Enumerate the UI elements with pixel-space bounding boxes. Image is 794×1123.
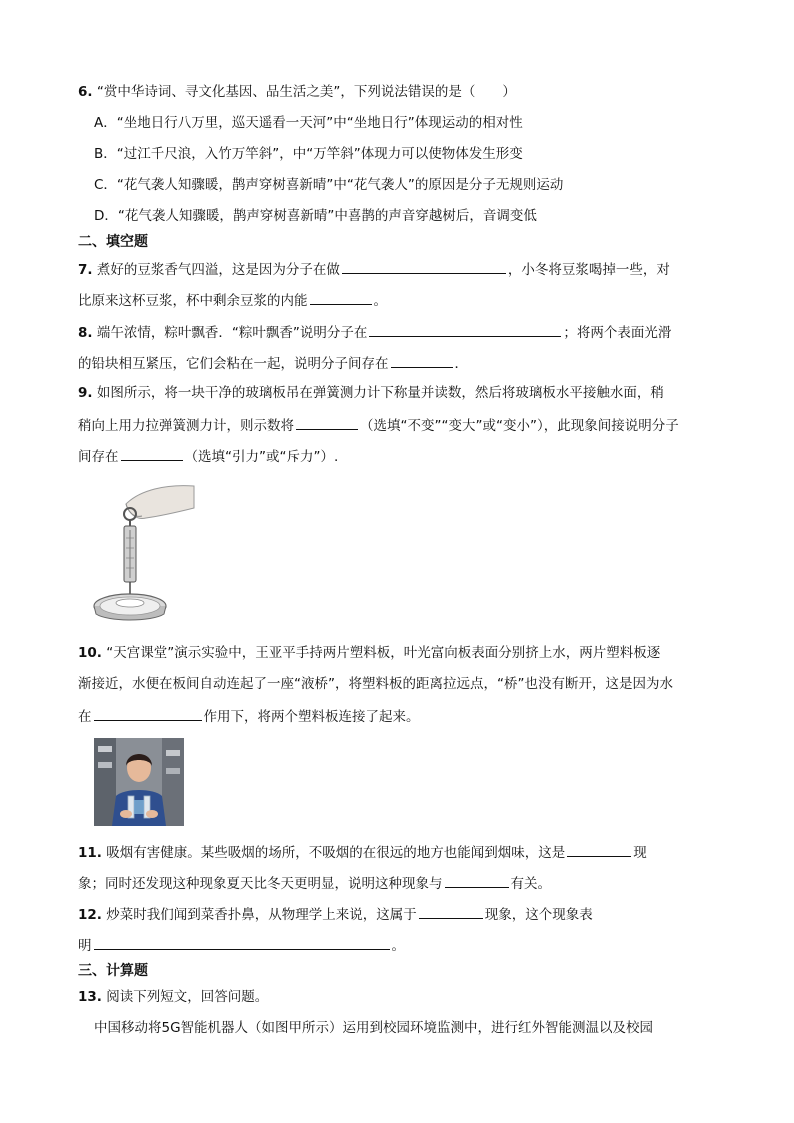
question-13-line-1 <box>78 988 268 1006</box>
answer-blank[interactable] <box>342 259 506 274</box>
question-text: 在 <box>78 709 92 725</box>
question-number: 11. <box>78 845 102 861</box>
question-text: ；将两个表面光滑 <box>563 325 672 341</box>
question-text: 有关。 <box>510 876 551 892</box>
question-text: 象；同时还发现这种现象夏天比冬天更明显，说明这种现象与 <box>78 876 443 892</box>
question-text: 现象，这个现象表 <box>484 907 593 923</box>
question-8-line-2 <box>78 353 468 373</box>
question-number: 7. <box>78 262 93 278</box>
question-6-stem <box>78 83 516 101</box>
question-text: （选填“引力”或“斥力”）. <box>184 449 339 465</box>
answer-blank[interactable] <box>296 415 358 430</box>
answer-blank[interactable] <box>445 873 509 888</box>
answer-blank[interactable] <box>94 706 202 721</box>
option-b: B．“过江千尺浪，入竹万竿斜”，中“万竿斜”体现力可以使物体发生形变 <box>94 146 523 162</box>
question-text: “天宫课堂”演示实验中，王亚平手持两片塑料板，叶光富向板表面分别挤上水，两片塑料板逐 <box>106 645 661 661</box>
question-11-line-1 <box>78 842 647 862</box>
question-10-line-1 <box>78 644 660 662</box>
question-number: 9. <box>78 385 93 401</box>
question-text: 。 <box>391 938 405 954</box>
option-d: D．“花气袭人知骤暖，鹊声穿树喜新晴”中喜鹊的声音穿越树后，音调变低 <box>94 208 537 224</box>
option-c: C．“花气袭人知骤暖，鹊声穿树喜新晴”中“花气袭人”的原因是分子无规则运动 <box>94 177 564 193</box>
answer-blank[interactable] <box>121 446 183 461</box>
question-text: 端午浓情，粽叶飘香．“粽叶飘香”说明分子在 <box>96 325 368 341</box>
question-text: “赏中华诗词、寻文化基因、品生活之美”，下列说法错误的是（ ） <box>96 84 516 100</box>
section-heading-calculation: 三、计算题 <box>78 963 148 979</box>
question-text: 煮好的豆浆香气四溢，这是因为分子在做 <box>96 262 340 278</box>
question-number: 10. <box>78 645 102 661</box>
section-heading-fill-in: 二、填空题 <box>78 234 148 250</box>
question-text: 如图所示，将一块干净的玻璃板吊在弹簧测力计下称量并读数，然后将玻璃板水平接触水面，稍 <box>96 385 664 401</box>
question-number: 6. <box>78 84 93 100</box>
question-text: 阅读下列短文，回答问题。 <box>106 989 269 1005</box>
answer-blank[interactable] <box>391 353 453 368</box>
answer-blank[interactable] <box>310 290 372 305</box>
question-number: 13. <box>78 989 102 1005</box>
question-number: 12. <box>78 907 102 923</box>
answer-blank[interactable] <box>369 322 561 337</box>
question-text: ，小冬将豆浆喝掉一些，对 <box>507 262 670 278</box>
question-text: 吸烟有害健康。某些吸烟的场所，不吸烟的在很远的地方也能闻到烟味，这是 <box>106 845 566 861</box>
question-text: 。 <box>373 293 387 309</box>
spring-scale-figure <box>88 482 198 622</box>
question-7-line-1 <box>78 259 670 279</box>
question-text: 间存在 <box>78 449 119 465</box>
question-7-line-2 <box>78 290 387 310</box>
question-text: 比原来这杯豆浆，杯中剩余豆浆的内能 <box>78 293 308 309</box>
question-text: 的铅块相互紧压，它们会粘在一起，说明分子间存在 <box>78 356 389 372</box>
question-text: （选填“不变”“变大”或“变小”），此现象间接说明分子 <box>360 418 679 434</box>
question-text: 明 <box>78 938 92 954</box>
question-13-passage: 中国移动将5G智能机器人（如图甲所示）运用到校园环境监测中，进行红外智能测温以及校园 <box>94 1020 654 1036</box>
option-a: A．“坐地日行八万里，巡天遥看一天河”中“坐地日行”体现运动的相对性 <box>94 115 523 131</box>
question-text: 炒菜时我们闻到菜香扑鼻，从物理学上来说，这属于 <box>106 907 417 923</box>
question-10-line-3 <box>78 706 420 726</box>
question-text: 现 <box>633 845 647 861</box>
answer-blank[interactable] <box>567 842 631 857</box>
question-8-line-1 <box>78 322 671 342</box>
question-10-line-2 <box>78 675 673 693</box>
question-9-line-1 <box>78 384 664 402</box>
question-9-line-2 <box>78 415 679 435</box>
question-12-line-2 <box>78 935 405 955</box>
answer-blank[interactable] <box>419 904 483 919</box>
question-text: 稍向上用力拉弹簧测力计，则示数将 <box>78 418 294 434</box>
tiangong-classroom-photo <box>94 738 184 826</box>
answer-blank[interactable] <box>94 935 390 950</box>
question-text: ． <box>454 356 468 372</box>
question-11-line-2 <box>78 873 551 893</box>
question-text: 作用下，将两个塑料板连接了起来。 <box>203 709 420 725</box>
question-9-line-3 <box>78 446 338 466</box>
question-text: 渐接近，水便在板间自动连起了一座“液桥”，将塑料板的距离拉远点，“桥”也没有断开，这是因为水 <box>78 676 673 692</box>
question-12-line-1 <box>78 904 593 924</box>
question-number: 8. <box>78 325 93 341</box>
